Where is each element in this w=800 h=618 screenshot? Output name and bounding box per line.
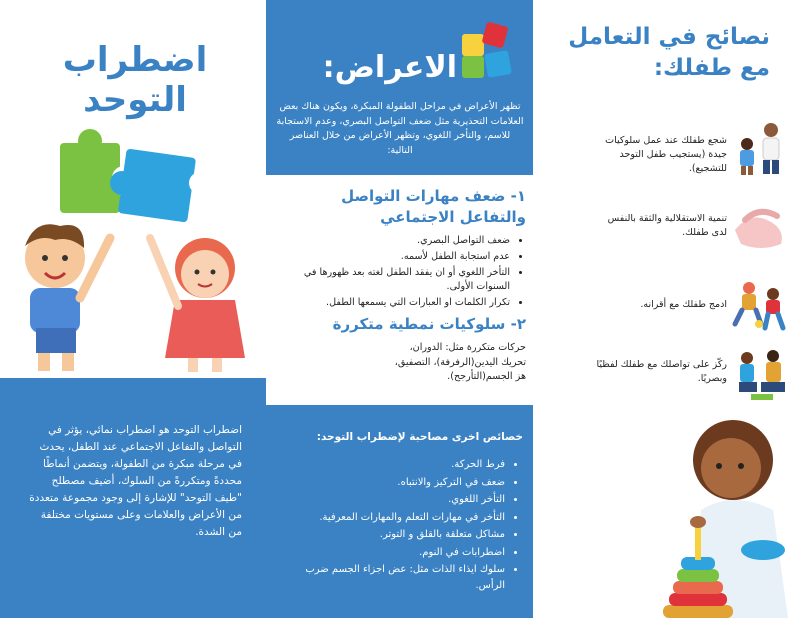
puzzle-logo-icon (458, 20, 516, 84)
section2-line: حركات متكررة مثل: الدوران، (409, 342, 526, 353)
right-panel (533, 0, 800, 618)
section1-title: ١- ضعف مهارات التواصل والتفاعل الاجتماعي (341, 187, 526, 226)
list-item: • ضعف التواصل البصري. (286, 234, 510, 248)
child-stacking-rings-illustration (613, 400, 800, 618)
boy-figure (25, 224, 110, 371)
other-traits-box (266, 405, 533, 618)
kids-playing-icon (731, 276, 789, 332)
communication-icon (731, 346, 789, 402)
symptoms-intro: تظهر الأعراض في مراحل الطفولة المبكرة، ويكون هناك بعض العلامات التحذيرية مثل ضعف التواصل البصري، وعدم الاستجابة للاسم، والتأخر اللغوي، وتظهر الأعراض من خلال العناصر التالية: (276, 101, 524, 156)
list-item: • فرط الحركة. (291, 457, 505, 473)
tips-title: نصائح في التعامل مع طفلك: (568, 24, 770, 81)
left-panel (0, 0, 266, 618)
section2-line: هز الجسم(التأرجح). (447, 371, 526, 382)
kids-puzzle-illustration (0, 128, 266, 376)
definition-text: اضطراب التوحد هو اضطراب نمائي، يؤثر في التواصل والتفاعل الاجتماعي عند الطفل، يحدث في مرحلة مبكرة من الطفولة، ويتضمن أنماطًا محددةً ومتكررةً من السلوك، أضيف مصطلح "طيف التوحد" للإشارة إلى وجود مجموعة متعددة من الأعراض والعلامات وعلى مستويات مختلفة من الشدة. (29, 424, 242, 538)
section1-list (286, 234, 526, 310)
page-title: اضطراب التوحد (62, 40, 208, 120)
hands-trust-icon (731, 200, 789, 256)
other-traits-title: خصائص اخرى مصاحبة لإضطراب التوحد: (316, 431, 523, 443)
symptoms-header-box (266, 0, 533, 175)
section2-text (286, 341, 526, 385)
list-item: • ضعف في التركيز والانتباه. (291, 475, 505, 491)
section2-line: تحريك اليدين(الرفرفة)، التصفيق، (394, 356, 526, 368)
encourage-child-icon (731, 120, 789, 176)
list-item: • التأخر اللغوي أو ان يفقد الطفل لغته بعد ظهورها في السنوات الأولى. (286, 266, 510, 294)
list-item: • سلوك ايذاء الذات مثل: عض اجزاء الجسم ضرب الرأس. (291, 562, 505, 593)
symptoms-heading: الاعراض: (322, 50, 457, 85)
list-item: • اضطرابات في النوم. (291, 545, 505, 561)
tip-item: ركّز على تواصلك مع طفلك لفظيًا وبصريًا. (596, 359, 727, 384)
section-repetitive (286, 314, 526, 385)
list-item: • التأخر اللغوي. (291, 492, 505, 508)
section2-title: ٢- سلوكيات نمطية متكررة (332, 315, 526, 333)
list-item: • التأخر في مهارات التعلم والمهارات المعرفية. (291, 510, 505, 526)
list-item: • تكرار الكلمات او العبارات التي يسمعها الطفل. (286, 296, 510, 310)
tip-item: تنمية الاستقلالية والثقة بالنفس لدى طفلك. (607, 213, 727, 238)
tip-item: ادمج طفلك مع أقرانه. (640, 299, 727, 310)
other-traits-list (291, 457, 521, 595)
definition-box (0, 378, 266, 618)
puzzle-piece-blue (110, 148, 211, 222)
list-item: • عدم استجابة الطفل لأسمه. (286, 250, 510, 264)
tip-item: شجع طفلك عند عمل سلوكيات جيدة (يستجيب طفل التوحد للتشجيع). (605, 135, 727, 174)
list-item: • مشاكل متعلقة بالقلق و التوتر. (291, 527, 505, 543)
middle-panel (266, 0, 533, 618)
girl-figure (150, 238, 245, 372)
section-communication (286, 186, 526, 312)
